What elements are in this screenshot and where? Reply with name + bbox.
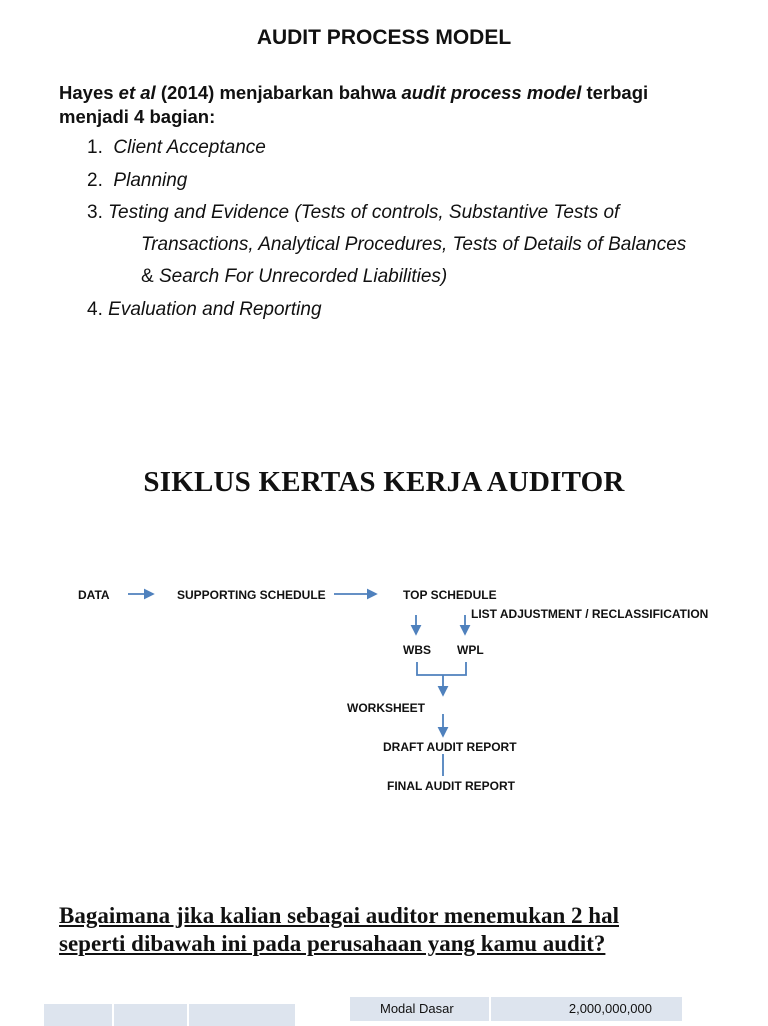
list-number: 1. xyxy=(87,137,103,158)
intro-text: terbagi xyxy=(581,82,649,103)
intro-text: (2014) menjabarkan bahwa xyxy=(155,82,402,103)
list-item-4 xyxy=(87,299,322,321)
question-text xyxy=(59,902,619,958)
flow-draft-audit-report: DRAFT AUDIT REPORT xyxy=(383,740,517,754)
question-line-1: Bagaimana jika kalian sebagai auditor menemukan 2 hal xyxy=(59,903,619,928)
list-symbol: & xyxy=(141,266,154,287)
list-item-3-cont xyxy=(141,234,686,256)
table-cell xyxy=(114,1004,189,1026)
page-heading: AUDIT PROCESS MODEL xyxy=(256,26,512,49)
flow-list-adjustment: LIST ADJUSTMENT / RECLASSIFICATION xyxy=(471,607,709,621)
table-cell xyxy=(44,1004,114,1026)
list-item-3-cont2 xyxy=(141,266,447,288)
flow-wbs: WBS xyxy=(403,643,431,657)
cycle-title: SIKLUS KERTAS KERJA AUDITOR xyxy=(143,466,625,498)
intro-text: Hayes xyxy=(59,82,119,103)
flow-data: DATA xyxy=(78,588,110,602)
flow-wpl: WPL xyxy=(457,643,484,657)
question-line-2: seperti dibawah ini pada perusahaan yang kamu audit? xyxy=(59,931,606,956)
right-table-partial xyxy=(350,997,684,1023)
intro-emph-etal: et al xyxy=(118,82,156,103)
list-item-2 xyxy=(87,170,187,192)
list-text: Search For Unrecorded Liabilities) xyxy=(158,266,448,287)
list-item-1 xyxy=(87,137,266,159)
list-text: Transactions, Analytical Procedures, Tests of Details of Balances xyxy=(141,234,687,255)
intro-paragraph xyxy=(59,81,648,129)
intro-line-2: menjadi 4 bagian: xyxy=(59,106,216,127)
table-row xyxy=(350,997,684,1023)
list-text: Evaluation and Reporting xyxy=(108,299,322,320)
list-text: Planning xyxy=(113,170,188,191)
table-cell xyxy=(189,1004,297,1026)
intro-emph-model: audit process model xyxy=(401,82,582,103)
flow-final-audit-report: FINAL AUDIT REPORT xyxy=(387,779,515,793)
list-text: Client Acceptance xyxy=(113,137,266,158)
list-number: 3. xyxy=(87,202,103,223)
list-number: 2. xyxy=(87,170,103,191)
workpaper-flow-diagram xyxy=(0,570,768,810)
left-table-partial xyxy=(44,1004,297,1026)
list-item-3 xyxy=(87,202,619,224)
flow-worksheet: WORKSHEET xyxy=(347,701,425,715)
table-cell-value: 2,000,000,000 xyxy=(491,997,684,1023)
flow-top-schedule: TOP SCHEDULE xyxy=(403,588,497,602)
intro-line-1 xyxy=(59,81,648,105)
table-cell-label: Modal Dasar xyxy=(350,997,491,1023)
bracket-wbs-wpl xyxy=(417,662,466,675)
list-number: 4. xyxy=(87,299,103,320)
list-text: Testing and Evidence (Tests of controls, Substantive Tests of xyxy=(108,202,620,223)
flow-supporting-schedule: SUPPORTING SCHEDULE xyxy=(177,588,326,602)
flow-connectors xyxy=(0,570,768,810)
